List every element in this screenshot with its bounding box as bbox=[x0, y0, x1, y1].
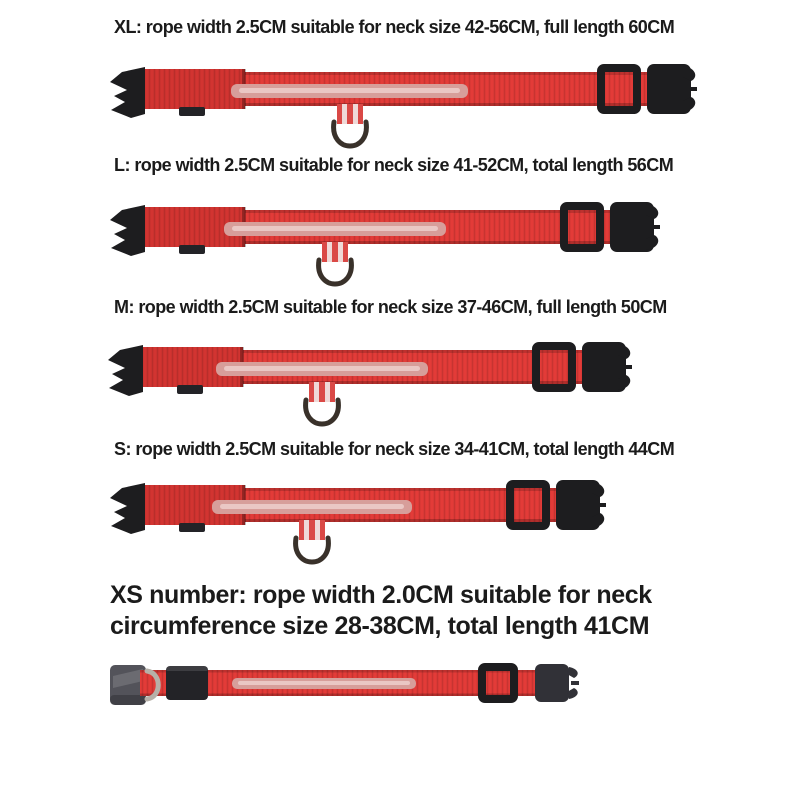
collar-photo-xs bbox=[110, 662, 581, 708]
collar-graphic bbox=[105, 340, 634, 436]
reflective-strip bbox=[232, 678, 416, 689]
d-ring bbox=[296, 520, 329, 562]
size-label-l: L: rope width 2.5CM suitable for neck size 41-52CM, total length 56CM bbox=[114, 155, 674, 175]
size-label-xs-line1: XS number: rope width 2.0CM suitable for neck bbox=[110, 581, 652, 609]
collar-photo-s bbox=[107, 478, 608, 574]
collar-photo-m bbox=[105, 340, 634, 436]
male-buckle bbox=[582, 342, 632, 392]
collar-graphic bbox=[110, 662, 581, 708]
collar-photo-l bbox=[107, 200, 662, 296]
size-label-xs bbox=[110, 580, 652, 641]
strap-keeper bbox=[166, 666, 208, 700]
left-buckle bbox=[110, 67, 145, 118]
reflective-strip bbox=[231, 84, 468, 98]
size-label-xs-line2: circumference size 28-38CM, total length 41CM bbox=[110, 611, 650, 640]
collar-graphic bbox=[107, 478, 608, 574]
left-buckle bbox=[110, 483, 145, 534]
strap-fold bbox=[143, 69, 246, 116]
d-ring bbox=[319, 242, 352, 284]
reflective-strip bbox=[224, 222, 446, 236]
male-buckle bbox=[610, 202, 660, 252]
size-label-s: S: rope width 2.5CM suitable for neck size 34-41CM, total length 44CM bbox=[114, 439, 675, 459]
male-buckle bbox=[535, 664, 579, 702]
left-buckle bbox=[108, 345, 143, 396]
size-label-m: M: rope width 2.5CM suitable for neck size 37-46CM, full length 50CM bbox=[114, 297, 667, 317]
d-ring bbox=[306, 382, 339, 424]
collar-photo-xl bbox=[107, 62, 699, 158]
male-buckle bbox=[556, 480, 606, 530]
collar-graphic bbox=[107, 62, 699, 158]
male-buckle bbox=[647, 64, 697, 114]
collar-graphic bbox=[107, 200, 662, 296]
size-label-xl: XL: rope width 2.5CM suitable for neck size 42-56CM, full length 60CM bbox=[114, 17, 675, 37]
reflective-strip bbox=[216, 362, 428, 376]
reflective-strip bbox=[212, 500, 412, 514]
d-ring bbox=[334, 104, 367, 146]
left-buckle bbox=[110, 205, 145, 256]
